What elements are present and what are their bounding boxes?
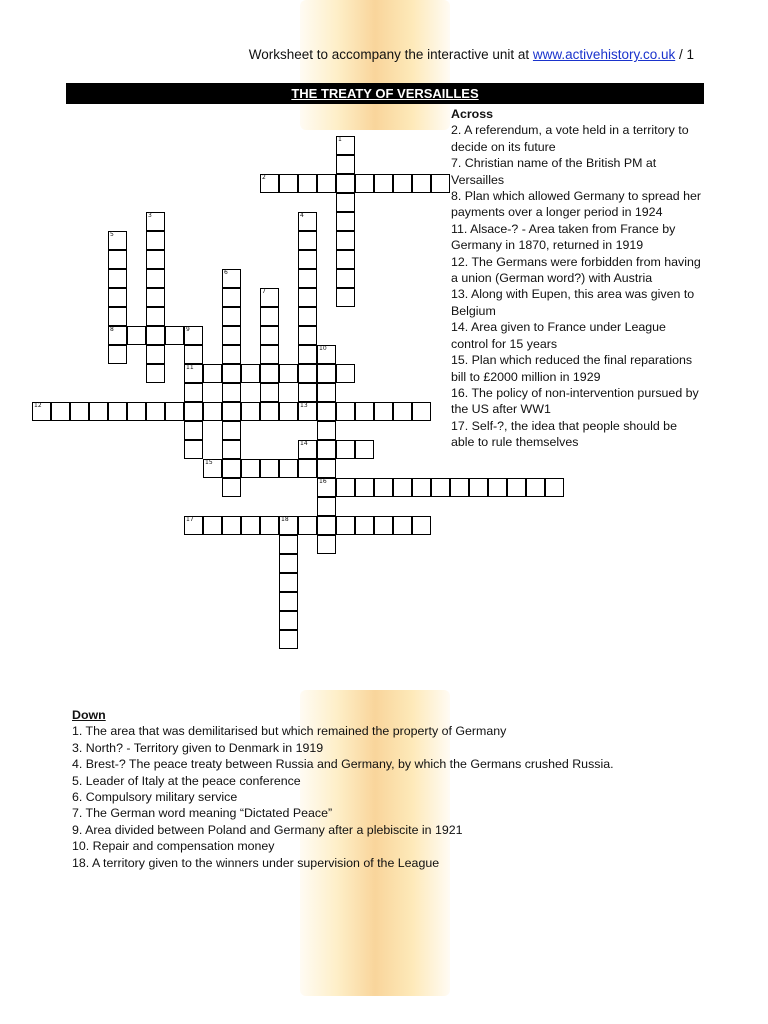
clue-number: 1	[338, 136, 342, 143]
page-number: / 1	[675, 47, 694, 62]
worksheet-title-bar	[66, 83, 704, 104]
clue-number: 4	[300, 212, 304, 219]
clue-number: 15	[205, 459, 213, 466]
crossword-cell[interactable]	[165, 326, 184, 345]
crossword-cell[interactable]	[393, 402, 412, 421]
header-text: Worksheet to accompany the interactive unit at	[248, 47, 533, 62]
crossword-cell[interactable]	[431, 478, 450, 497]
crossword-cell[interactable]	[146, 307, 165, 326]
across-clue: 15. Plan which reduced the final reparations bill to £2000 million in 1929	[451, 353, 696, 384]
crossword-cell[interactable]	[431, 174, 450, 193]
crossword-cell[interactable]	[260, 402, 279, 421]
crossword-cell[interactable]	[336, 212, 355, 231]
crossword-cell[interactable]	[336, 402, 355, 421]
clue-number: 9	[186, 326, 190, 333]
across-clue: 12. The Germans were forbidden from having a union (German word?) with Austria	[451, 254, 705, 286]
crossword-cell[interactable]	[222, 383, 241, 402]
across-clues	[451, 106, 705, 451]
crossword-cell[interactable]	[279, 174, 298, 193]
crossword-cell[interactable]	[127, 326, 146, 345]
crossword-cell[interactable]	[336, 174, 355, 193]
across-clue: 17. Self-?, the idea that people should be able to rule themselves	[451, 418, 681, 450]
crossword-cell[interactable]	[184, 440, 203, 459]
crossword-cell[interactable]	[317, 383, 336, 402]
crossword-cell[interactable]	[146, 345, 165, 364]
crossword-cell[interactable]	[165, 402, 184, 421]
across-clue: 14. Area given to France under League control for 15 years	[451, 320, 670, 351]
crossword-cell[interactable]	[336, 250, 355, 269]
crossword-cell[interactable]	[260, 383, 279, 402]
crossword-cell[interactable]	[488, 478, 507, 497]
clue-number: 18	[281, 516, 289, 523]
crossword-cell[interactable]	[260, 516, 279, 535]
crossword-cell[interactable]	[336, 155, 355, 174]
across-clue: 13. Along with Eupen, this area was given to Belgium	[451, 287, 698, 318]
crossword-cell[interactable]	[374, 402, 393, 421]
crossword-cell[interactable]	[222, 421, 241, 440]
crossword-cell[interactable]	[355, 402, 374, 421]
clue-number: 16	[319, 478, 327, 485]
down-clue: 10. Repair and compensation money	[72, 839, 275, 854]
crossword-cell[interactable]	[336, 478, 355, 497]
clue-number: 10	[319, 345, 327, 352]
crossword-cell[interactable]	[279, 459, 298, 478]
crossword-cell[interactable]	[222, 364, 241, 383]
crossword-cell[interactable]	[260, 345, 279, 364]
down-clues	[72, 707, 712, 871]
crossword-cell[interactable]	[108, 269, 127, 288]
crossword-cell[interactable]	[184, 421, 203, 440]
crossword-cell[interactable]	[184, 402, 203, 421]
crossword-cell[interactable]	[108, 307, 127, 326]
across-clue: 7. Christian name of the British PM at Versailles	[451, 156, 660, 187]
crossword-cell[interactable]	[298, 307, 317, 326]
crossword-cell[interactable]	[355, 174, 374, 193]
crossword-cell[interactable]	[317, 174, 336, 193]
crossword-cell[interactable]	[108, 288, 127, 307]
crossword-cell[interactable]	[336, 231, 355, 250]
across-clue: 8. Plan which allowed Germany to spread her payments over a longer period in 1924	[451, 189, 705, 220]
crossword-cell[interactable]	[241, 516, 260, 535]
crossword-cell[interactable]	[222, 326, 241, 345]
crossword-cell[interactable]	[89, 402, 108, 421]
crossword-cell[interactable]	[203, 364, 222, 383]
crossword-cell[interactable]	[317, 440, 336, 459]
crossword-cell[interactable]	[146, 250, 165, 269]
crossword-cell[interactable]	[412, 174, 431, 193]
crossword-cell[interactable]	[241, 364, 260, 383]
clue-number: 7	[262, 288, 266, 295]
crossword-cell[interactable]	[108, 345, 127, 364]
down-clue: 3. North? - Territory given to Denmark in 1919	[72, 740, 324, 755]
crossword-cell[interactable]	[374, 516, 393, 535]
crossword-cell[interactable]	[355, 478, 374, 497]
crossword-cell[interactable]	[298, 459, 317, 478]
crossword-cell[interactable]	[545, 478, 564, 497]
crossword-cell[interactable]	[70, 402, 89, 421]
crossword-cell[interactable]	[298, 231, 317, 250]
crossword-cell[interactable]	[108, 250, 127, 269]
clue-number: 11	[186, 364, 194, 371]
crossword-cell[interactable]	[279, 573, 298, 592]
crossword-cell[interactable]	[317, 516, 336, 535]
crossword-cell[interactable]	[279, 611, 298, 630]
crossword-cell[interactable]	[51, 402, 70, 421]
clue-number: 13	[300, 402, 308, 409]
crossword-cell[interactable]	[317, 364, 336, 383]
logo-watermark-top	[300, 0, 450, 130]
crossword-cell[interactable]	[450, 478, 469, 497]
crossword-cell[interactable]	[298, 326, 317, 345]
crossword-cell[interactable]	[279, 364, 298, 383]
clue-number: 6	[224, 269, 228, 276]
crossword-cell[interactable]	[203, 516, 222, 535]
crossword-cell[interactable]	[393, 174, 412, 193]
crossword-cell[interactable]	[279, 592, 298, 611]
activehistory-link[interactable]: www.activehistory.co.uk	[532, 47, 676, 62]
crossword-cell[interactable]	[336, 269, 355, 288]
crossword-cell[interactable]	[146, 231, 165, 250]
crossword-cell[interactable]	[336, 516, 355, 535]
crossword-cell[interactable]	[526, 478, 545, 497]
crossword-cell[interactable]	[317, 459, 336, 478]
crossword-cell[interactable]	[355, 440, 374, 459]
crossword-cell[interactable]	[393, 516, 412, 535]
clue-number: 17	[186, 516, 194, 523]
crossword-cell[interactable]	[222, 440, 241, 459]
across-clue: 16. The policy of non-intervention pursued by the US after WW1	[451, 385, 703, 417]
worksheet-title: THE TREATY OF VERSAILLES	[291, 86, 479, 101]
crossword-cell[interactable]	[184, 383, 203, 402]
crossword-cell[interactable]	[298, 250, 317, 269]
crossword-cell[interactable]	[222, 307, 241, 326]
crossword-cell[interactable]	[336, 440, 355, 459]
across-clue: 11. Alsace-? - Area taken from France by Germany in 1870, returned in 1919	[451, 221, 679, 253]
crossword-cell[interactable]	[317, 421, 336, 440]
crossword-cell[interactable]	[317, 497, 336, 516]
crossword-cell[interactable]	[469, 478, 488, 497]
crossword-cell[interactable]	[127, 402, 146, 421]
crossword-cell[interactable]	[222, 345, 241, 364]
across-heading: Across	[451, 107, 494, 121]
crossword-cell[interactable]	[298, 174, 317, 193]
crossword-cell[interactable]	[298, 345, 317, 364]
crossword-cell[interactable]	[336, 364, 355, 383]
down-heading: Down	[72, 708, 106, 722]
crossword-cell[interactable]	[241, 459, 260, 478]
crossword-cell[interactable]	[298, 383, 317, 402]
crossword-cell[interactable]	[317, 402, 336, 421]
crossword-cell[interactable]	[260, 459, 279, 478]
crossword-cell[interactable]	[393, 478, 412, 497]
crossword-cell[interactable]	[317, 535, 336, 554]
crossword-cell[interactable]	[222, 516, 241, 535]
crossword-cell[interactable]	[222, 459, 241, 478]
crossword-cell[interactable]	[146, 269, 165, 288]
crossword-cell[interactable]	[222, 288, 241, 307]
clue-number: 2	[262, 174, 266, 181]
crossword-cell[interactable]	[260, 307, 279, 326]
crossword-cell[interactable]	[222, 478, 241, 497]
crossword-cell[interactable]	[241, 402, 260, 421]
crossword-cell[interactable]	[298, 516, 317, 535]
crossword-cell[interactable]	[260, 326, 279, 345]
crossword-cell[interactable]	[279, 535, 298, 554]
crossword-cell[interactable]	[203, 402, 222, 421]
crossword-cell[interactable]	[355, 516, 374, 535]
crossword-cell[interactable]	[336, 193, 355, 212]
down-clue: 7. The German word meaning “Dictated Peace”	[72, 806, 333, 821]
crossword-cell[interactable]	[507, 478, 526, 497]
crossword-cell[interactable]	[146, 288, 165, 307]
crossword-cell[interactable]	[146, 402, 165, 421]
down-clue: 9. Area divided between Poland and Germany after a plebiscite in 1921	[72, 822, 463, 837]
crossword-cell[interactable]	[279, 554, 298, 573]
across-clue: 2. A referendum, a vote held in a territory to decide on its future	[451, 123, 693, 154]
crossword-cell[interactable]	[298, 288, 317, 307]
clue-number: 14	[300, 440, 308, 447]
crossword-cell[interactable]	[279, 402, 298, 421]
crossword-cell[interactable]	[146, 364, 165, 383]
crossword-cell[interactable]	[374, 478, 393, 497]
crossword-cell[interactable]	[412, 516, 431, 535]
crossword-cell[interactable]	[412, 402, 431, 421]
crossword-cell[interactable]	[298, 269, 317, 288]
crossword-cell[interactable]	[222, 402, 241, 421]
down-clue: 4. Brest-? The peace treaty between Russia and Germany, by which the Germans crushed Russia.	[72, 757, 614, 772]
clue-number: 5	[110, 231, 114, 238]
crossword-cell[interactable]	[279, 630, 298, 649]
down-clue: 1. The area that was demilitarised but which remained the property of Germany	[72, 724, 507, 739]
crossword-cell[interactable]	[412, 478, 431, 497]
crossword-cell[interactable]	[336, 288, 355, 307]
clue-number: 8	[110, 326, 114, 333]
down-clue: 5. Leader of Italy at the peace conference	[72, 773, 301, 788]
down-clue: 6. Compulsory military service	[72, 790, 238, 805]
crossword-cell[interactable]	[374, 174, 393, 193]
crossword-cell[interactable]	[260, 364, 279, 383]
worksheet-header	[249, 47, 694, 62]
clue-number: 3	[148, 212, 152, 219]
crossword-cell[interactable]	[108, 402, 127, 421]
clue-number: 12	[34, 402, 42, 409]
crossword-cell[interactable]	[298, 364, 317, 383]
crossword-cell[interactable]	[184, 345, 203, 364]
down-clue: 18. A territory given to the winners under supervision of the League	[72, 855, 440, 870]
crossword-cell[interactable]	[146, 326, 165, 345]
